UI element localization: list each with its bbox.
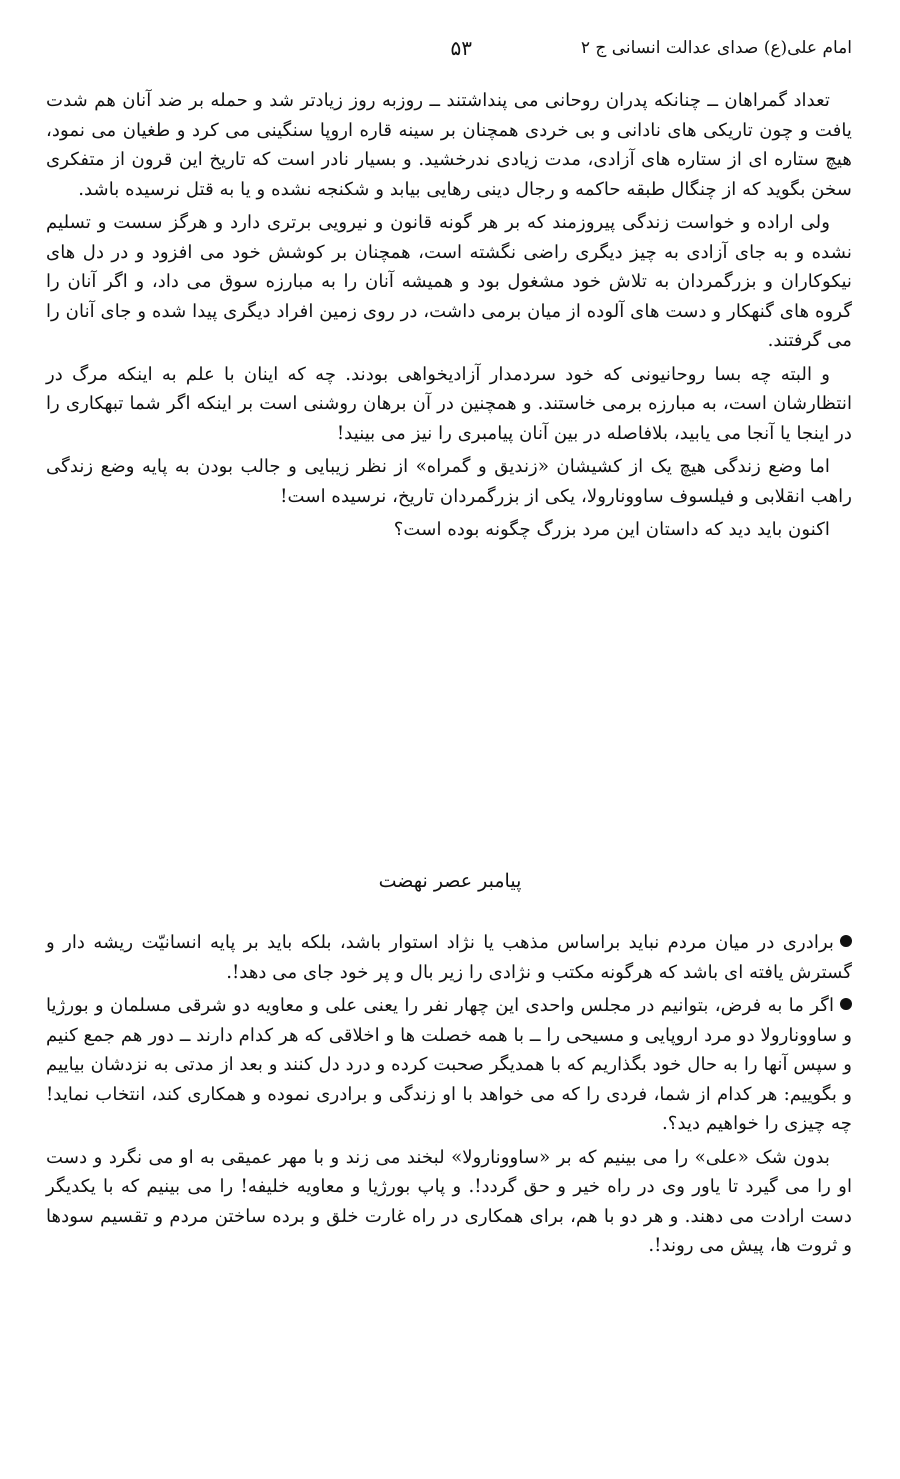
body-text-top bbox=[46, 86, 852, 549]
paragraph: و البته چه بسا روحانیونی که خود سردمدار آزادیخواهی بودند. چه که اینان با علم به اینکه مرگ در انتظارشان است، به مبارزه برمی خاستند. و همچنین در آن برهان روشنی است بر اینکه اگر شما تبهکاری را در اینجا یا آنجا می یابید، بلافاصله در بین آنان پیامبری را نیز می بینید! bbox=[46, 363, 852, 444]
bullet-icon bbox=[840, 935, 852, 947]
bullet-paragraph bbox=[46, 991, 852, 1139]
section-heading: پیامبر عصر نهضت bbox=[378, 870, 522, 892]
paragraph: اکنون باید دید که داستان این مرد بزرگ چگونه بوده است؟ bbox=[393, 519, 830, 540]
body-text-bottom bbox=[46, 928, 852, 1265]
paragraph: بدون شک «علی» را می بینیم که بر «ساوونارولا» لبخند می زند و با مهر عمیقی به او می نگرد و دست او را می گیرد تا یاور وی در راه خیر و حق گردد!. و پاپ بورژیا و معاویه خلیفه! را می بینیم که با یکدیگر دست ارادت می دهند. و هر دو با هم، برای همکاری در راه غارت خلق و برده ساختن مردم و تقسیم سودها و ثروت ها، پیش می روند!. bbox=[46, 1146, 852, 1256]
bullet-paragraph bbox=[46, 928, 852, 987]
bullet-text: برادری در میان مردم نباید براساس مذهب یا نژاد استوار باشد، بلکه باید بر پایه انسانیّت ریشه دار و گسترش یافته ای باشد که هرگونه مکتب و نژادی را زیر بال و پر خود جای می دهد!. bbox=[46, 932, 852, 983]
bullet-icon bbox=[840, 998, 852, 1010]
page-number: ۵۳ bbox=[450, 36, 472, 60]
bullet-text: اگر ما به فرض، بتوانیم در مجلس واحدی این چهار نفر را یعنی علی و معاویه دو شرقی مسلمان و بورژیا و ساوونارولا دو مرد اروپایی و مسیحی را ــ با همه خصلت ها و اخلاقی که هر کدام دارند ــ دور هم جمع کنیم و سپس آنها را به حال خود بگذاریم که با همدیگر صحبت کرده و درد دل کنند و بعد از مدتی به نزدشان بیاییم و بگوییم: هر کدام از شما، فردی را که می خواهد با او زندگی و برادری نموده و همکاری کند، انتخاب نماید! چه چیزی را خواهیم دید؟. bbox=[46, 995, 852, 1134]
page-header bbox=[48, 34, 852, 68]
paragraph: اما وضع زندگی هیچ یک از کشیشان «زندیق و گمراه» از نظر زیبایی و جالب بودن به پایه وضع زندگی راهب انقلابی و فیلسوف ساوونارولا، یکی از بزرگمردان تاریخ، نرسیده است! bbox=[46, 456, 852, 507]
paragraph: تعداد گمراهان ــ چنانکه پدران روحانی می پنداشتند ــ روزبه روز زیادتر شد و حمله بر ضد آنان هم شدت یافت و چون تاریکی های نادانی و بی خردی همچنان بر سینه قاره اروپا سنگینی می کرد و طغیان می نمود، هیچ ستاره ای از ستاره های آزادی، مدت زیادی ندرخشید. و بسیار نادر است که تاریخ این قرون از متفکری سخن بگوید که از چنگال طبقه حاکمه و رجال دینی رهایی بیابد و شکنجه نشده و یا به قتل نرسیده باشد. bbox=[46, 90, 852, 200]
running-title: امام علی(ع) صدای عدالت انسانی ج ۲ bbox=[580, 38, 852, 58]
paragraph: ولی اراده و خواست زندگی پیروزمند که بر هر گونه قانون و نیرویی برتری دارد و هرگز سست و تسلیم نشده و به جای آزادی به چیز دیگری راضی نگشته است، همچنان بر کوشش خود می افزود و در دل های نیکوکاران و بزرگمردان به تلاش خود مشغول بود و همیشه آنان را به مبارزه سوق می داد، و اگر آنان را گروه های گنهکار و دست های آلوده از میان برمی داشت، در روی زمین افراد دیگری پیدا شده و جای آنان را می گرفتند. bbox=[46, 212, 852, 351]
